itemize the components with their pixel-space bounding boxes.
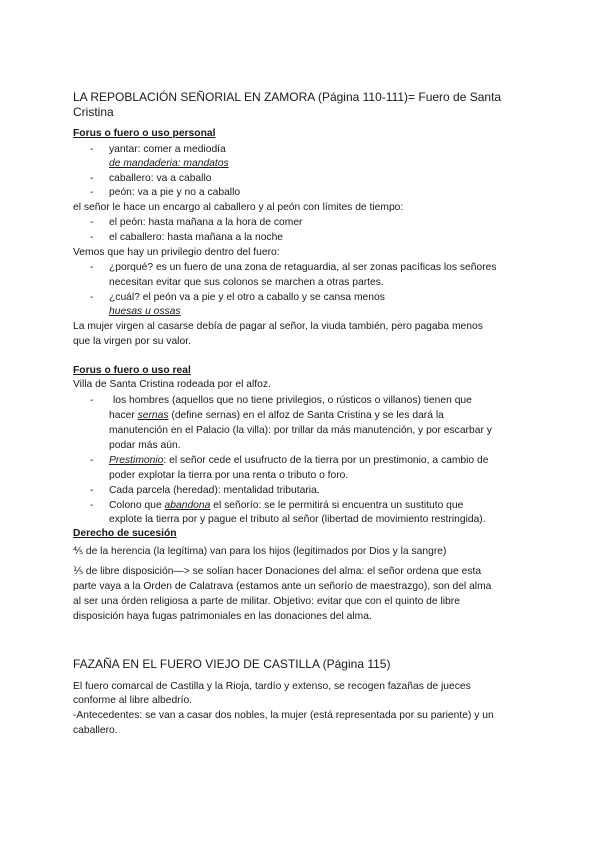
text-run: : el señor cede el usufructo de la tierra por un prestimonio, a cambio de bbox=[163, 455, 489, 466]
paragraph: -Antecedentes: se van a casar dos nobles, la mujer (está representada por su pariente) y un bbox=[73, 710, 494, 721]
paragraph-cont: disposición haya fugas patrimoniales en las donaciones del alma. bbox=[73, 611, 372, 622]
bullet: - bbox=[90, 262, 94, 273]
bullet: - bbox=[90, 144, 94, 155]
emphasis-abandona: abandona bbox=[164, 500, 211, 511]
bullet: - bbox=[90, 500, 94, 511]
list-item: los hombres (aquellos que no tiene privilegios, o rústicos o villanos) tienen que bbox=[113, 395, 472, 406]
list-item: caballero: va a caballo bbox=[109, 173, 212, 184]
list-item: Cada parcela (heredad): mentalidad tributaria. bbox=[109, 485, 320, 496]
list-item-cont: poder explotar la tierra por una renta o tributo o foro. bbox=[109, 470, 349, 481]
paragraph-cont: que la virgen por su valor. bbox=[73, 336, 191, 347]
list-item: ¿porqué? es un fuero de una zona de retaguardia, al ser zonas pacíficas los señores bbox=[109, 262, 497, 273]
heading-forus-real: Forus o fuero o uso real bbox=[73, 365, 191, 376]
list-item: el caballero: hasta mañana a la noche bbox=[109, 232, 284, 243]
bullet: - bbox=[90, 455, 94, 466]
text-run: el señorío: se le permitirá si encuentra un sustituto que bbox=[210, 500, 464, 511]
paragraph: Villa de Santa Cristina rodeada por el alfoz. bbox=[73, 379, 271, 390]
paragraph: La mujer virgen al casarse debía de pagar al señor, la viuda también, pero pagaba menos bbox=[73, 321, 483, 332]
paragraph-cont: caballero. bbox=[73, 725, 118, 736]
list-item-note: huesas u ossas bbox=[109, 306, 181, 317]
text-run: (define sernas) en el alfoz de Santa Cristina y se les dará la bbox=[168, 410, 444, 421]
list-item-cont: necesitan evitar que sus colonos se marchen a otras partes. bbox=[109, 277, 384, 288]
list-item-cont: podar más aún. bbox=[109, 440, 181, 451]
list-item-cont: manutención en el Palacio (la villa): por trillar da más manutención, y por escarbar y bbox=[109, 425, 492, 436]
emphasis-sernas: sernas bbox=[137, 410, 169, 421]
bullet: - bbox=[90, 485, 94, 496]
emphasis-prestimonio: Prestimonio bbox=[109, 455, 164, 466]
paragraph-cont: conforme al libre albedrío. bbox=[73, 695, 193, 706]
paragraph: el señor le hace un encargo al caballero y al peón con límites de tiempo: bbox=[73, 202, 404, 213]
list-item bbox=[109, 454, 488, 468]
bullet: - bbox=[90, 217, 94, 228]
paragraph: Vemos que hay un privilegio dentro del fuero: bbox=[73, 247, 280, 258]
bullet: - bbox=[90, 232, 94, 243]
text-run: hacer bbox=[109, 410, 138, 421]
paragraph: El fuero comarcal de Castilla y la Rioja, tardío y extenso, se recogen fazañas de jueces bbox=[73, 681, 471, 692]
section-title-zamora: LA REPOBLACIÓN SEÑORIAL EN ZAMORA (Página 110-111)= Fuero de Santa Cristina bbox=[73, 90, 502, 119]
list-item: yantar: comer a mediodía bbox=[109, 144, 226, 155]
list-item: ¿cuál? el peón va a pie y el otro a caballo y se cansa menos bbox=[109, 292, 385, 303]
heading-sucesion: Derecho de sucesión bbox=[73, 528, 177, 539]
list-item-cont: explote la tierra por y pague el tributo al señor (libertad de movimiento restringida). bbox=[109, 514, 486, 525]
paragraph-cont: parte vaya a la Orden de Calatrava (estamos ante un señorío de maestrazgo), son del alma bbox=[73, 581, 492, 592]
text-run: Colono que bbox=[109, 500, 165, 511]
list-item: el peón: hasta mañana a la hora de comer bbox=[109, 217, 303, 228]
bullet: - bbox=[90, 292, 94, 303]
paragraph-cont: al ser una órden religiosa a parte de militar. Objetivo: evitar que con el quinto de libre bbox=[73, 596, 460, 607]
section-title-fazana: FAZAÑA EN EL FUERO VIEJO DE CASTILLA (Página 115) bbox=[73, 657, 391, 671]
bullet: - bbox=[90, 395, 94, 406]
bullet: - bbox=[90, 187, 94, 198]
heading-forus-personal: Forus o fuero o uso personal bbox=[73, 128, 216, 139]
list-item-note: de mandaderia: mandatos bbox=[109, 158, 229, 169]
list-item: peón: va a pie y no a caballo bbox=[109, 187, 241, 198]
list-item bbox=[109, 499, 463, 513]
paragraph: ⅘ de la herencia (la legítima) van para los hijos (legitimados por Dios y la sangre) bbox=[73, 546, 447, 557]
paragraph: ⅕ de libre disposición—> se solían hacer Donaciones del alma: el señor ordena que esta bbox=[73, 566, 482, 577]
bullet: - bbox=[90, 173, 94, 184]
list-item-cont bbox=[109, 409, 444, 423]
